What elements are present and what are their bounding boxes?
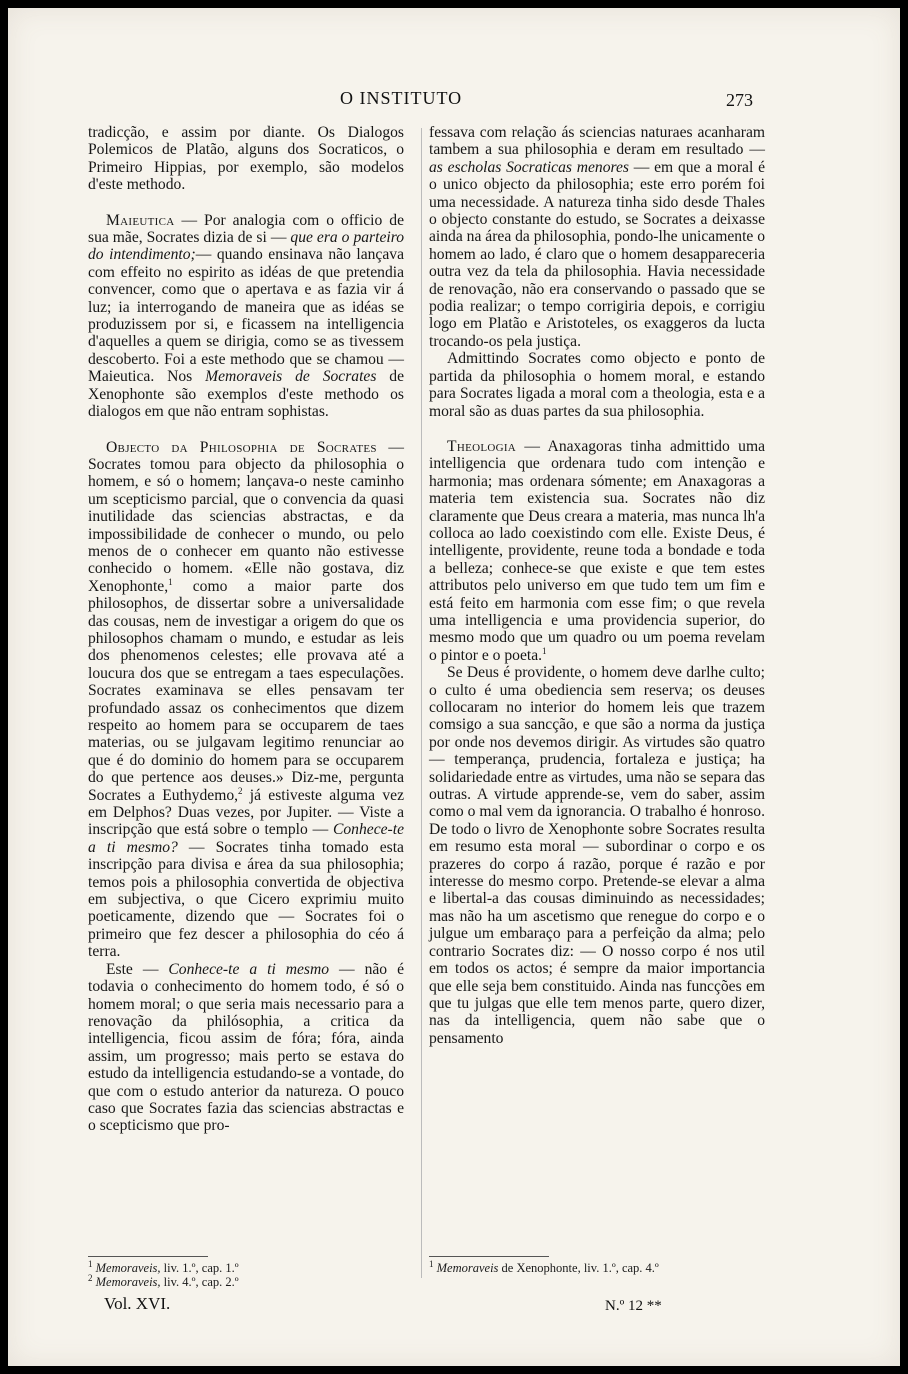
paragraph-text: já estiveste alguma vez em Delphos? Duas vezes, por Jupiter. — Viste a inscripção que está sobre o templo — (88, 786, 404, 839)
paragraph-text: — Por analogia com o officio de sua mãe, Socrates dizia de si — (88, 211, 404, 247)
right-column (429, 124, 765, 1047)
paragraph-text: — não é todavia o conhecimento do homem todo, é só o homem moral; o que seria mais necessario para a renovação da philósophia, a critica da intelligencia, ficou assim de fóra; fóra, ainda assim, um progresso; mais perto se estava do estudo da intelligencia estudando-se a vontade, do que com o estudo anterior da natureza. O pouco caso que Socrates fazia das sciencias abstractas e o scepticismo que pro- (88, 960, 404, 1135)
footnote-ref: 1 (168, 576, 173, 587)
emphasis-text: Conhece-te a ti mesmo? (88, 821, 404, 856)
footnote-ref: 2 (238, 785, 243, 796)
paragraph-text: — em que a moral é o unico objecto da philosophia; este erro porém foi uma necessidade. A natureza tinha sido desde Thales o objecto constante do estudo, se Socrates a deixasse ainda na área da philosophia, pondo-lhe unicamente o homem ao lado, é claro que o homem desappareceria outra vez da tela da philosophia. Havia necessidade de renovação, não era conservando o passado que se podia realizar; o tempo corrigiria depois, e corrigiu logo em Platão e Aristoteles, os exaggeros da lucta trocando-os pela justiça. (429, 158, 766, 350)
paragraph-theologia (429, 438, 765, 664)
emphasis-text: as escholas Socraticas menores (429, 158, 629, 176)
paragraph-text: Admittindo Socrates como objecto e ponto de partida da philosophia o homem moral, e estando para Socrates ligada a moral com a theologia, esta e a moral são as duas partes da sua philosophia. (429, 350, 765, 420)
page-number: 273 (726, 90, 753, 110)
paragraph-text: fessava com relação ás sciencias naturaes acanharam tambem a sua philosophia e deram em resultado — (429, 124, 765, 159)
footnote-title: Memoraveis (436, 1261, 499, 1275)
paragraph (88, 124, 404, 194)
paragraph-text: — Socrates tomou para objecto da philosophia o homem, e só o homem; lançava-o neste caminho um scepticismo parcial, que o convencia da quasi inutilidade das sciencias abstractas, e da impossibilidade de conhecer o mundo, ou pelo menos de o conhecer em quanto não estivesse conhecido o homem. «Elle não gostava, diz Xenophonte, (88, 438, 404, 595)
paragraph-objecto (88, 439, 404, 961)
section-heading: Objecto da Philosophia de Socrates (106, 438, 377, 456)
emphasis-text: Conhece-te a ti mesmo (168, 960, 330, 978)
running-header (8, 88, 900, 118)
footnote-ref: 1 (542, 645, 547, 656)
column-divider (421, 128, 422, 1278)
footnote-number: 2 (88, 1272, 93, 1283)
footnote-rule (88, 1256, 208, 1257)
footnote-text: liv. 1.º, cap. 1.º (160, 1261, 239, 1275)
emphasis-text: Memoraveis de Socrates (205, 368, 377, 386)
footnote-title: Memoraveis, (95, 1275, 161, 1289)
footnote (429, 1258, 765, 1275)
footnote-number: 1 (88, 1258, 93, 1269)
footnote-rule (429, 1256, 549, 1257)
footnote (88, 1272, 404, 1289)
paragraph-text: como a maior parte dos philosophos, de dissertar sobre a universalidade das cousas, nem de investigar a origem do que os philosophos chamam o mundo, e estudar as leis dos phenomenos celestes; elle provava até a loucura dos que se entregam a taes especulações. Socrates examinava se elles pensavam ter profundado assaz os conhecimentos que dizem respeito ao homem para se occuparem de taes materias, ou se julgavam legitimo renunciar ao que é do dominio do homem para se occuparem do que pertence aos deuses.» Diz-me, pergunta Socrates a Euthydemo, (88, 577, 404, 804)
paragraph-text: — Socrates tinha tomado esta inscripção para divisa e área da sua philosophia; temos pois a philosophia convertida de objectiva em subjectiva, o que Cicero exprimiu muito poeticamente, dizendo que — Socrates foi o primeiro que fez descer a philosophia do céo á terra. (88, 838, 404, 961)
paragraph-text: — quando ensinava não lançava com effeito no espirito as idéas de que pretendia convencer, como que o apertava e as fazia vir á luz; ia interrogando de maneira que as idéas se produzissem por si, e ficassem na intelligencia d'aquelles a quem se dirigia, como se as tivessem descoberto. Foi a este methodo que se chamou — Maieutica. Nos (88, 246, 404, 386)
footnotes-left (88, 1256, 404, 1289)
paragraph (429, 664, 765, 1047)
paragraph-maieutica (88, 212, 404, 421)
footnote-text: de Xenophonte, liv. 1.º, cap. 4.º (498, 1261, 659, 1275)
paragraph (429, 350, 765, 420)
footnote-title: Memoraveis, (95, 1261, 161, 1275)
footnote (88, 1258, 404, 1275)
paragraph-text: tradicção, e assim por diante. Os Dialogos Polemicos de Platão, alguns dos Socraticos, o Primeiro Hippias, por exemplo, são modelos d'este methodo. (88, 124, 404, 194)
section-heading: Theologia (447, 437, 517, 455)
paragraph (429, 124, 765, 350)
volume-label: Vol. XVI. (104, 1294, 171, 1313)
journal-title: O INSTITUTO (340, 88, 463, 108)
footnotes-right (429, 1256, 765, 1275)
signature-mark: N.º 12 ** (605, 1298, 662, 1314)
paragraph-text: Se Deus é providente, o homem deve darlhe culto; o culto é uma obediencia sem reserva; os deuses collocaram no interior do homem leis que trazem comsigo a sua sancção, e que são a norma da justiça por onde nos devemos dirigir. As virtudes são quatro — temperança, prudencia, fortaleza e justiça; ha solidariedade entre as virtudes, uma não se separa das outras. A virtude apprende-se, vem do saber, assim como o mal vem da ignorancia. O trabalho é honroso. De todo o livro de Xenophonte sobre Socrates resulta em resumo esta moral — subordinar o corpo e os prazeres do corpo á razão, porque é razão e por interesse do mesmo corpo. Pretende-se elevar a alma e libertal-a das cousas diminuindo as necessidades; mas não ha um ascetismo que renegue do corpo e o julgue um embaraço para a perfeição da alma; pelo contrario Socrates diz: — O nosso corpo é nos util em todos os actos; é sempre da maior importancia que elle seja bem constituido. Ainda nas funcções em que tu julgas que elle tem menos parte, quero dizer, nas da intelligencia, quem não sabe que o pensamento (429, 664, 765, 1047)
footnote-text: liv. 4.º, cap. 2.º (160, 1275, 239, 1289)
paragraph-text: Este — (106, 960, 169, 978)
paragraph (88, 961, 404, 1135)
book-page (8, 8, 900, 1366)
section-heading: Maieutica (106, 211, 175, 229)
emphasis-text: que era o parteiro do intendimento; (88, 229, 404, 264)
footnote-number: 1 (429, 1258, 434, 1269)
paragraph-text: — Anaxagoras tinha admittido uma intelligencia que ordenara tudo com intenção e harmonia; mas ordenara sómente; em Anaxagoras a materia tem existencia sua. Socrates não diz claramente que Deus creara a materia, mas nunca lh'a colloca ao lado coexistindo com elle. Existe Deus, é intelligente, providente, reune toda a bondade e toda a belleza; conhece-se que existe e que tem estes attributos pelo universo em que tudo tem um fim e está feito em harmonia com esse fim; o que revela uma intelligencia e uma providencia superior, do mesmo modo que um quadro ou um poema revelam o pintor e o poeta. (429, 437, 765, 664)
paragraph-text: de Xenophonte são exemplos d'este methodo os dialogos em que não entram sophistas. (88, 368, 405, 421)
left-column (88, 124, 404, 1135)
